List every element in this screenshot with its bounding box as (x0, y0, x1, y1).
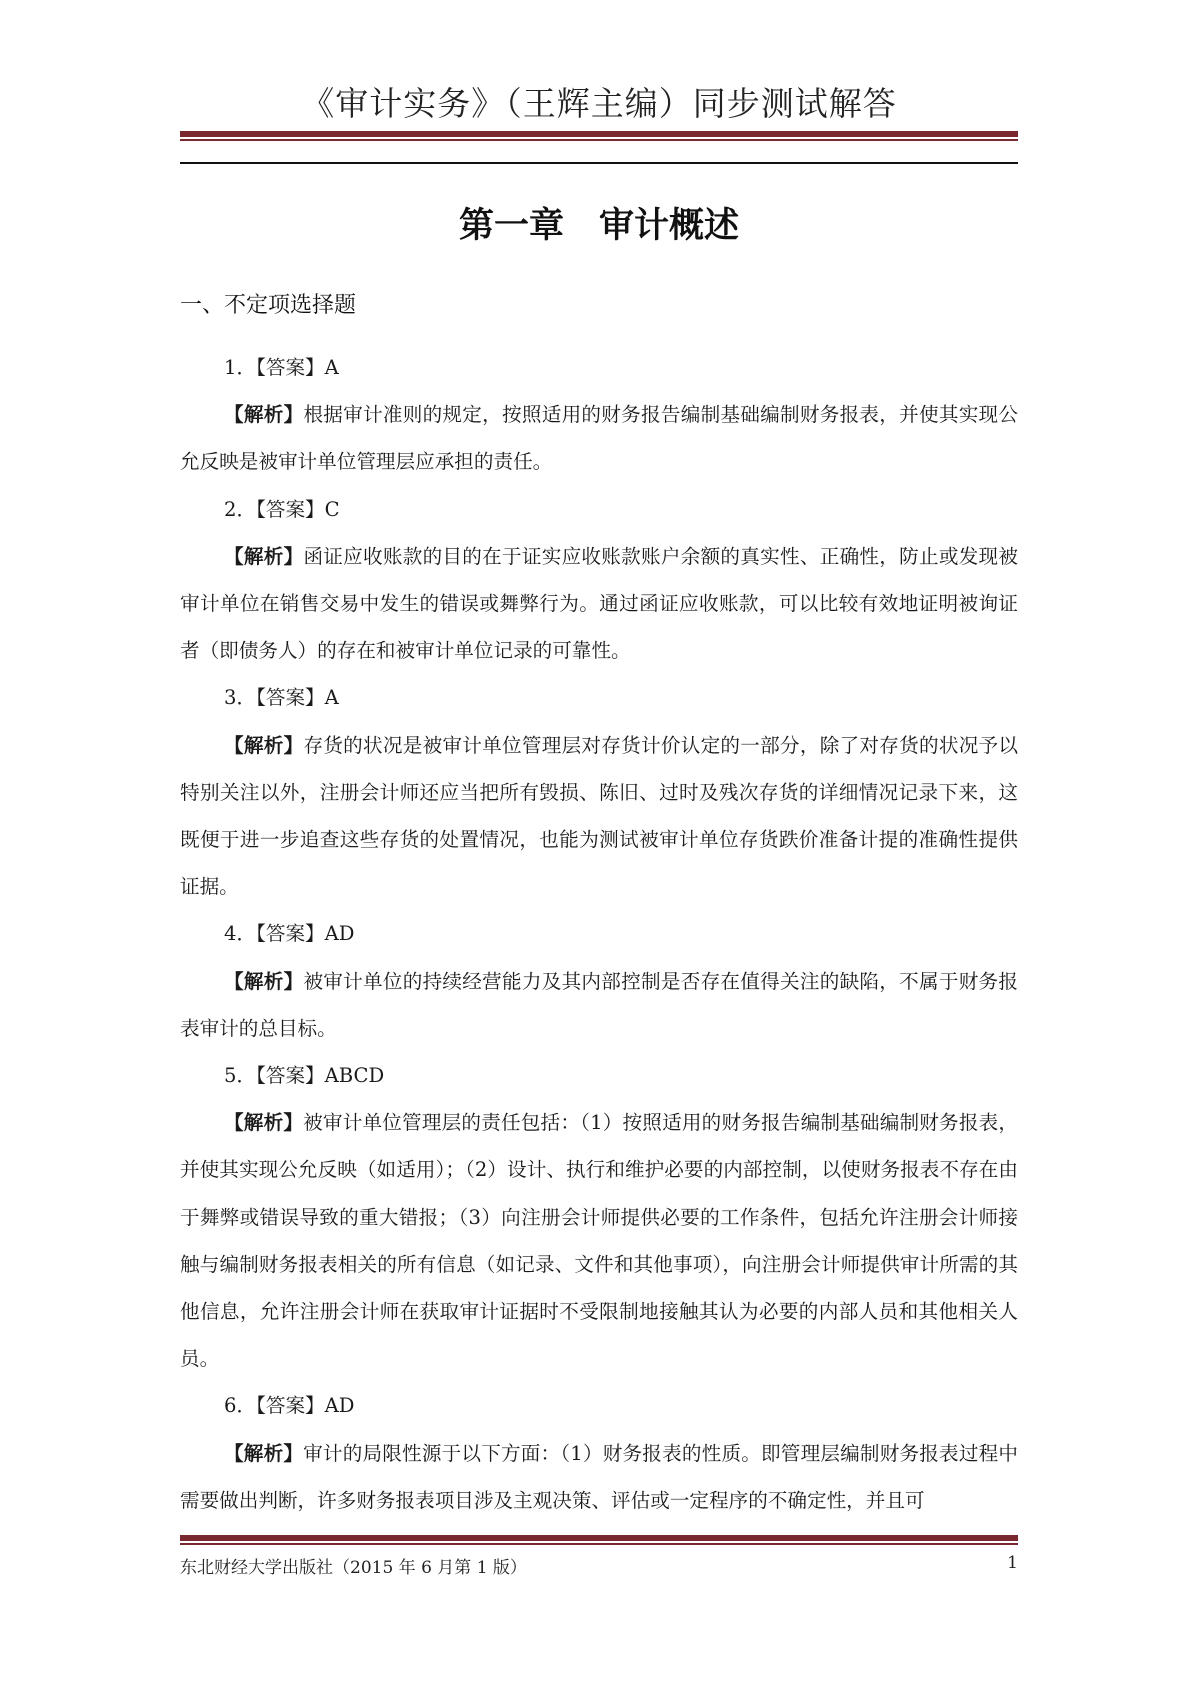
analysis-text: 审计的局限性源于以下方面：（1）财务报表的性质。即管理层编制财务报表过程中需要做出判断，许多财务报表项目涉及主观决策、评估或一定程序的不确定性，并且可 (180, 1441, 1019, 1512)
analysis-text: 被审计单位管理层的责任包括：（1）按照适用的财务报告编制基础编制财务报表，并使其实现公允反映（如适用）；（2）设计、执行和维护必要的内部控制，以使财务报表不存在由于舞弊或错误导致的重大错报；（3）向注册会计师提供必要的工作条件，包括允许注册会计师接触与编制财务报表相关的所有信息（如记录、文件和其他事项），向注册会计师提供审计所需的其他信息，允许注册会计师在获取审计证据时不受限制地接触其认为必要的内部人员和其他相关人员。 (180, 1111, 1019, 1371)
analysis-paragraph-4 (180, 958, 1018, 1052)
analysis-paragraph-3 (180, 722, 1018, 911)
analysis-paragraph-2 (180, 533, 1018, 675)
footer-rule-thick (180, 1535, 1018, 1541)
analysis-text: 被审计单位的持续经营能力及其内部控制是否存在值得关注的缺陷，不属于财务报表审计的总目标。 (180, 969, 1019, 1040)
analysis-label: 【解析】 (224, 544, 304, 568)
footer-rule-thin (180, 1543, 1018, 1545)
answer-line-5: 5．【答案】ABCD (224, 1064, 385, 1088)
analysis-label: 【解析】 (224, 1441, 304, 1465)
answer-list (180, 344, 1018, 1524)
footer-page-number: 1 (1007, 1553, 1018, 1573)
analysis-label: 【解析】 (224, 1111, 304, 1135)
analysis-paragraph-6 (180, 1430, 1018, 1524)
analysis-label: 【解析】 (224, 403, 304, 427)
running-header-title: 《审计实务》（王辉主编）同步测试解答 (301, 84, 897, 123)
answer-line-3: 3．【答案】A (224, 686, 339, 710)
analysis-text: 函证应收账款的目的在于证实应收账款账户余额的真实性、正确性，防止或发现被审计单位在销售交易中发生的错误或舞弊行为。通过函证应收账款，可以比较有效地证明被询证者（即债务人）的存在和被审计单位记录的可靠性。 (180, 544, 1019, 663)
answer-line-6: 6．【答案】AD (224, 1394, 355, 1418)
analysis-label: 【解析】 (224, 733, 304, 757)
footer-publisher: 东北财经大学出版社（2015 年 6 月第 1 版） (180, 1558, 527, 1578)
answer-line-4: 4．【答案】AD (224, 922, 355, 946)
section-heading: 一、不定项选择题 (180, 293, 357, 318)
analysis-text: 存货的状况是被审计单位管理层对存货计价认定的一部分，除了对存货的状况予以特别关注以外，注册会计师还应当把所有毁损、陈旧、过时及残次存货的详细情况记录下来，这既便于进一步追查这些存货的处置情况，也能为测试被审计单位存货跌价准备计提的准确性提供证据。 (180, 733, 1019, 899)
answer-line-1: 1．【答案】A (224, 356, 339, 379)
chapter-title: 第一章 审计概述 (458, 206, 739, 246)
analysis-paragraph-5 (180, 1099, 1018, 1382)
header-rule-black (180, 162, 1018, 164)
analysis-paragraph-1 (180, 391, 1018, 485)
analysis-label: 【解析】 (224, 969, 304, 993)
header-rule-thin (180, 139, 1018, 141)
header-rule-thick (180, 131, 1018, 137)
analysis-text: 根据审计准则的规定，按照适用的财务报告编制基础编制财务报表，并使其实现公允反映是被审计单位管理层应承担的责任。 (180, 403, 1019, 474)
answer-line-2: 2．【答案】C (224, 497, 340, 521)
